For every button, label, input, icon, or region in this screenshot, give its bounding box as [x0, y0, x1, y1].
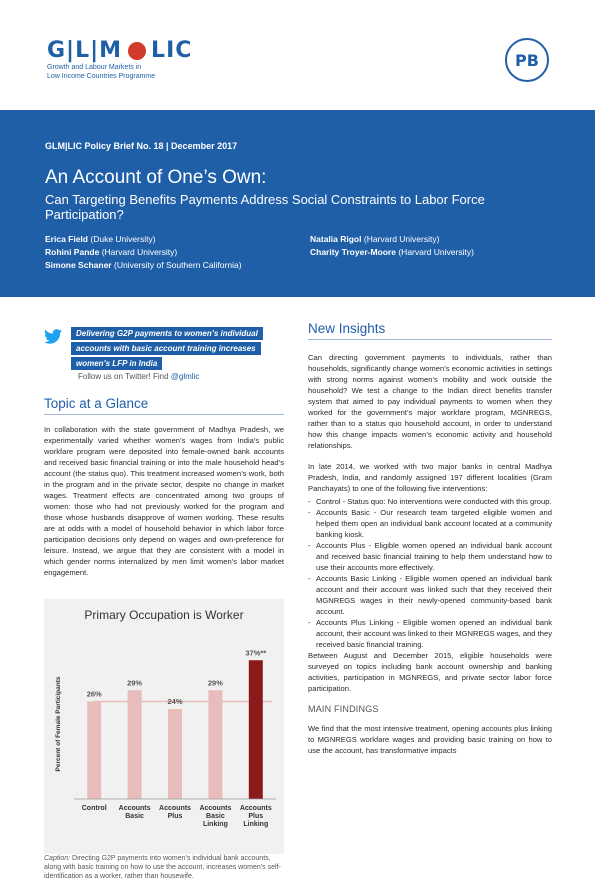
x-tick-label: Accounts Basic [118, 805, 151, 820]
x-tick-label: Accounts Basic Linking [199, 805, 232, 828]
twitter-icon[interactable] [44, 329, 62, 344]
insights-heading: New Insights [308, 321, 552, 340]
bar [128, 690, 142, 799]
insights-body [308, 352, 552, 766]
header-band [0, 110, 595, 297]
bar-value-label: 37%** [245, 648, 267, 658]
list-item: - Control - Status quo: No interventions were conducted with this group. [308, 496, 552, 507]
x-tick-label: Accounts Plus Linking [239, 805, 272, 828]
policy-brief-badge: PB [505, 38, 549, 82]
bar-value-label: 26% [86, 689, 102, 699]
intervention-list [308, 496, 552, 650]
logo-glm-text: G|L|M [47, 38, 123, 63]
main-findings-heading: MAIN FINDINGS [308, 704, 379, 714]
bar-chart-svg [44, 599, 284, 854]
follow-text: Follow us on Twitter! Find @glmlic [78, 372, 200, 381]
author-column-left [45, 233, 310, 272]
tweet-line[interactable]: women’s LFP in India [71, 357, 162, 370]
list-item: - Accounts Plus Linking - Eligible women opened an individual bank account, their account was linked to their MGNREGS wages, and they received basic financial training. [308, 617, 552, 650]
bar-value-label: 29% [127, 678, 143, 688]
bar [87, 702, 101, 800]
topic-heading: Topic at a Glance [44, 396, 284, 415]
list-item: - Accounts Plus - Eligible women opened an individual bank account and received basic financial training to help them understand how to use their accounts more effectively. [308, 540, 552, 573]
insights-paragraph: We find that the most intensive treatment, opening accounts plus linking to MGNREGS workfare wages and providing basic training on how to use the account, has transformative impacts [308, 724, 552, 755]
tweet-line[interactable]: accounts with basic account training increases [71, 342, 261, 355]
tweet-callout [44, 327, 284, 381]
bar-value-label: 24% [167, 697, 183, 706]
series-line: GLM|LIC Policy Brief No. 18 | December 2017 [45, 141, 238, 151]
x-tick-label: Accounts Plus [159, 805, 191, 820]
insights-paragraph: Between August and December 2015, eligible households were surveyed on topics including bank account ownership and banking activities, participation in MGNREGS, and private sector labor force participation. [308, 651, 552, 693]
chart-caption: Caption: Directing G2P payments into women’s individual bank accounts, along with basic training on how to use the account, increases women’s self-identification as a worker, rather than housewife. [44, 855, 281, 880]
logo-subtitle-line2: Low Income Countries Programme [47, 72, 156, 80]
occupation-chart [44, 599, 284, 854]
y-axis-label: Percent of Female Participants [55, 676, 62, 772]
author-entry: Erica Field (Duke University) [45, 234, 156, 244]
author-column-right [310, 233, 474, 272]
author-entry: Rohini Pande (Harvard University) [45, 247, 178, 257]
insights-paragraph: Can directing government payments to individuals, rather than households, significantly change women’s economic activities in settings with strong norms against women’s mobility and work outside the household? We test a change to the Indian direct benefits transfer system that aimed to pay individual payments to women when they worked for the government’s major workfare program, MGNREGS, rather than to a status quo household account, in order to understand how this change impacts women’s economic activity and household relationships. [308, 353, 552, 450]
list-item: - Accounts Basic - Our research team targeted eligible women and helped them open an individual bank account located at a community banking kiosk. [308, 507, 552, 540]
x-tick-label: Control [81, 805, 107, 812]
logo-circle-icon [128, 42, 146, 60]
bar [249, 660, 263, 799]
twitter-handle-link[interactable]: @glmlic [170, 372, 200, 381]
bar-value-label: 29% [207, 678, 223, 688]
tweet-line[interactable]: Delivering G2P payments to women’s individual [71, 327, 263, 340]
list-item: - Accounts Basic Linking - Eligible women opened an individual bank account and their account was linked such that they received their MGNREGS wages in their newly-opened community-based bank account. [308, 573, 552, 617]
author-list [45, 233, 550, 272]
page-title: An Account of One’s Own: [45, 167, 267, 188]
glm-lic-logo [47, 38, 192, 81]
bar [168, 709, 182, 799]
logo-lic-text: LIC [151, 38, 193, 63]
logo-subtitle-line1: Growth and Labour Markets in [47, 64, 142, 71]
insights-paragraph: In late 2014, we worked with two major banks in central Madhya Pradesh, India, and randomly assigned 197 different localities (Gram Panchayats) to one of the following five interventions: [308, 462, 552, 493]
page-subtitle: Can Targeting Benefits Payments Address Social Constraints to Labor Force Participation? [45, 192, 485, 222]
bar [208, 690, 222, 799]
author-entry: Simone Schaner (University of Southern California) [45, 260, 242, 270]
topic-text: In collaboration with the state government of Madhya Pradesh, we experimentally varied whether women’s wages from India’s public workfare program were deposited into female-owned bank accounts and received basic financial training or into the male household head’s account (the status quo). This treatment increased women’s work, both in the program and in the private sector, despite no change in market wages. Treatment effects are concentrated among two groups of women: those who had not previously worked for the program and those whose husbands disapprove of women working. These results are at odds with a model of household behavior in which labor force participation decisions only depend on wages and own-preference for leisure. Instead, we argue that they are consistent with a model in which gender norms internalized by men limit women’s labor market engagement. [44, 425, 284, 577]
author-entry: Natalia Rigol (Harvard University) [310, 234, 440, 244]
chart-title: Primary Occupation is Worker [84, 608, 244, 622]
author-entry: Charity Troyer-Moore (Harvard University) [310, 247, 474, 257]
